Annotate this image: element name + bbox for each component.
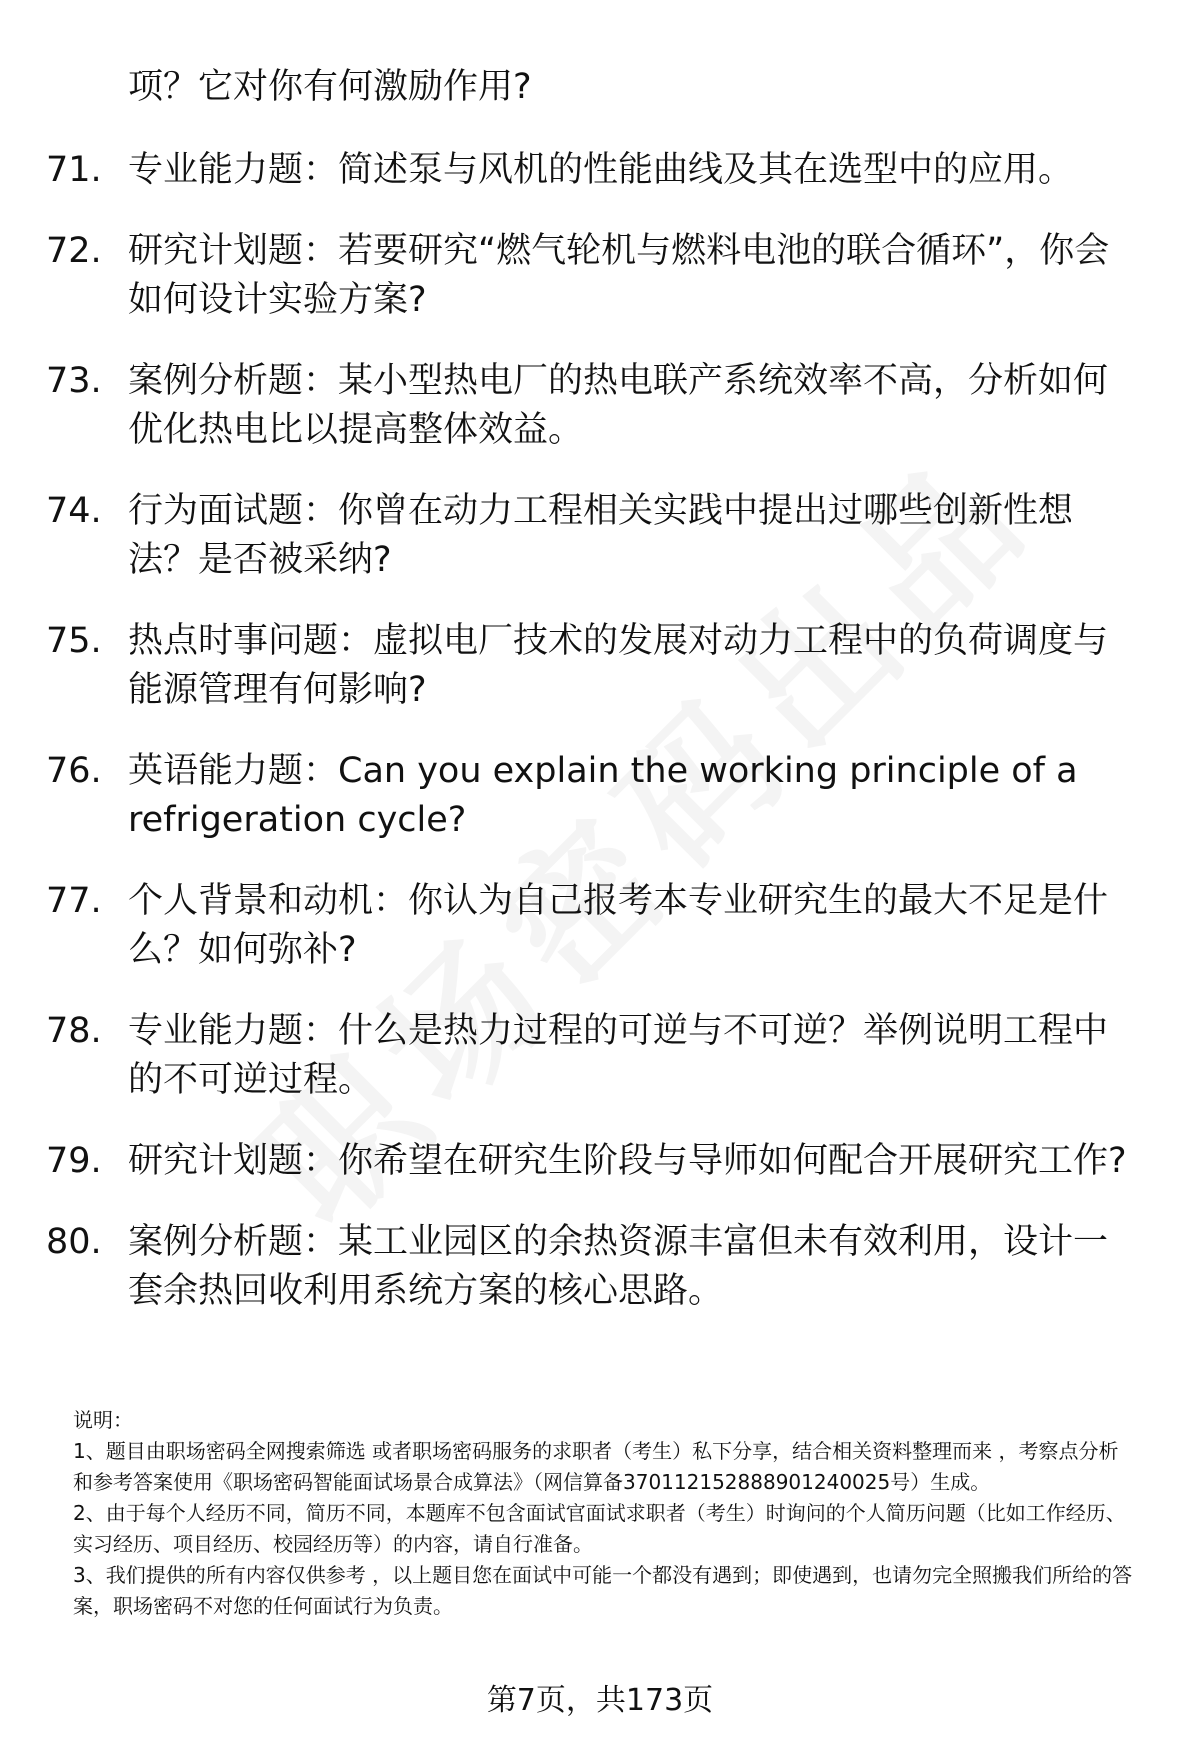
question-number: 74. (46, 491, 102, 531)
question-text: 热点时事问题：虚拟电厂技术的发展对动力工程中的负荷调度与能源管理有何影响? (128, 621, 1109, 710)
question-item (46, 747, 1146, 845)
question-text: 专业能力题：什么是热力过程的可逆与不可逆？举例说明工程中的不可逆过程。 (128, 1011, 1109, 1100)
question-number: 76. (46, 751, 102, 791)
question-text: 专业能力题：简述泵与风机的性能曲线及其在选型中的应用。 (128, 150, 1074, 190)
question-item (46, 1007, 1146, 1105)
question-number: 80. (46, 1222, 102, 1262)
note-item: 3、我们提供的所有内容仅供参考 ，以上题目您在面试中可能一个都没有遇到；即使遇到，也请勿完全照搬我们所给的答案，职场密码不对您的任何面试行为负责。 (73, 1563, 1133, 1618)
question-number: 78. (46, 1011, 102, 1051)
question-item (46, 146, 1146, 195)
question-list (46, 146, 1146, 1348)
note-item: 2、由于每个人经历不同，简历不同，本题库不包含面试官面试求职者（考生）时询问的个人简历问题（比如工作经历、实习经历、项目经历、校园经历等）的内容，请自行准备。 (73, 1501, 1126, 1556)
question-text: 个人背景和动机：你认为自己报考本专业研究生的最大不足是什么？如何弥补? (128, 881, 1109, 970)
question-item (46, 1137, 1146, 1186)
question-number: 75. (46, 621, 102, 661)
question-item (46, 1218, 1146, 1316)
question-number: 77. (46, 881, 102, 921)
note-item: 1、题目由职场密码全网搜索筛选 或者职场密码服务的求职者（考生）私下分享，结合相关资料整理而来 ，考察点分析和参考答案使用《职场密码智能面试场景合成算法》（网信算备370112152888901240025号）生成。 (73, 1439, 1119, 1494)
question-item (46, 877, 1146, 975)
question-number: 72. (46, 231, 102, 271)
continued-question-text: 项？它对你有何激励作用? (128, 67, 532, 107)
question-item (46, 227, 1146, 325)
question-item (46, 357, 1146, 455)
question-text: 研究计划题：你希望在研究生阶段与导师如何配合开展研究工作? (128, 1141, 1127, 1181)
question-number: 73. (46, 361, 102, 401)
question-item (46, 487, 1146, 585)
question-item (46, 617, 1146, 715)
question-text: 英语能力题：Can you explain the working principle of a refrigeration cycle? (128, 751, 1078, 840)
question-number: 71. (46, 150, 102, 190)
notes-title: 说明： (73, 1408, 133, 1432)
page-number: 第7页，共173页 (486, 1683, 714, 1718)
question-number: 79. (46, 1141, 102, 1181)
notes-section (73, 1405, 1136, 1622)
question-text: 案例分析题：某小型热电厂的热电联产系统效率不高，分析如何优化热电比以提高整体效益。 (128, 361, 1109, 450)
question-text: 案例分析题：某工业园区的余热资源丰富但未有效利用，设计一套余热回收利用系统方案的核心思路。 (128, 1222, 1109, 1311)
question-text: 研究计划题：若要研究“燃气轮机与燃料电池的联合循环”，你会如何设计实验方案? (128, 231, 1110, 320)
question-text: 行为面试题：你曾在动力工程相关实践中提出过哪些创新性想法？是否被采纳? (128, 491, 1074, 580)
